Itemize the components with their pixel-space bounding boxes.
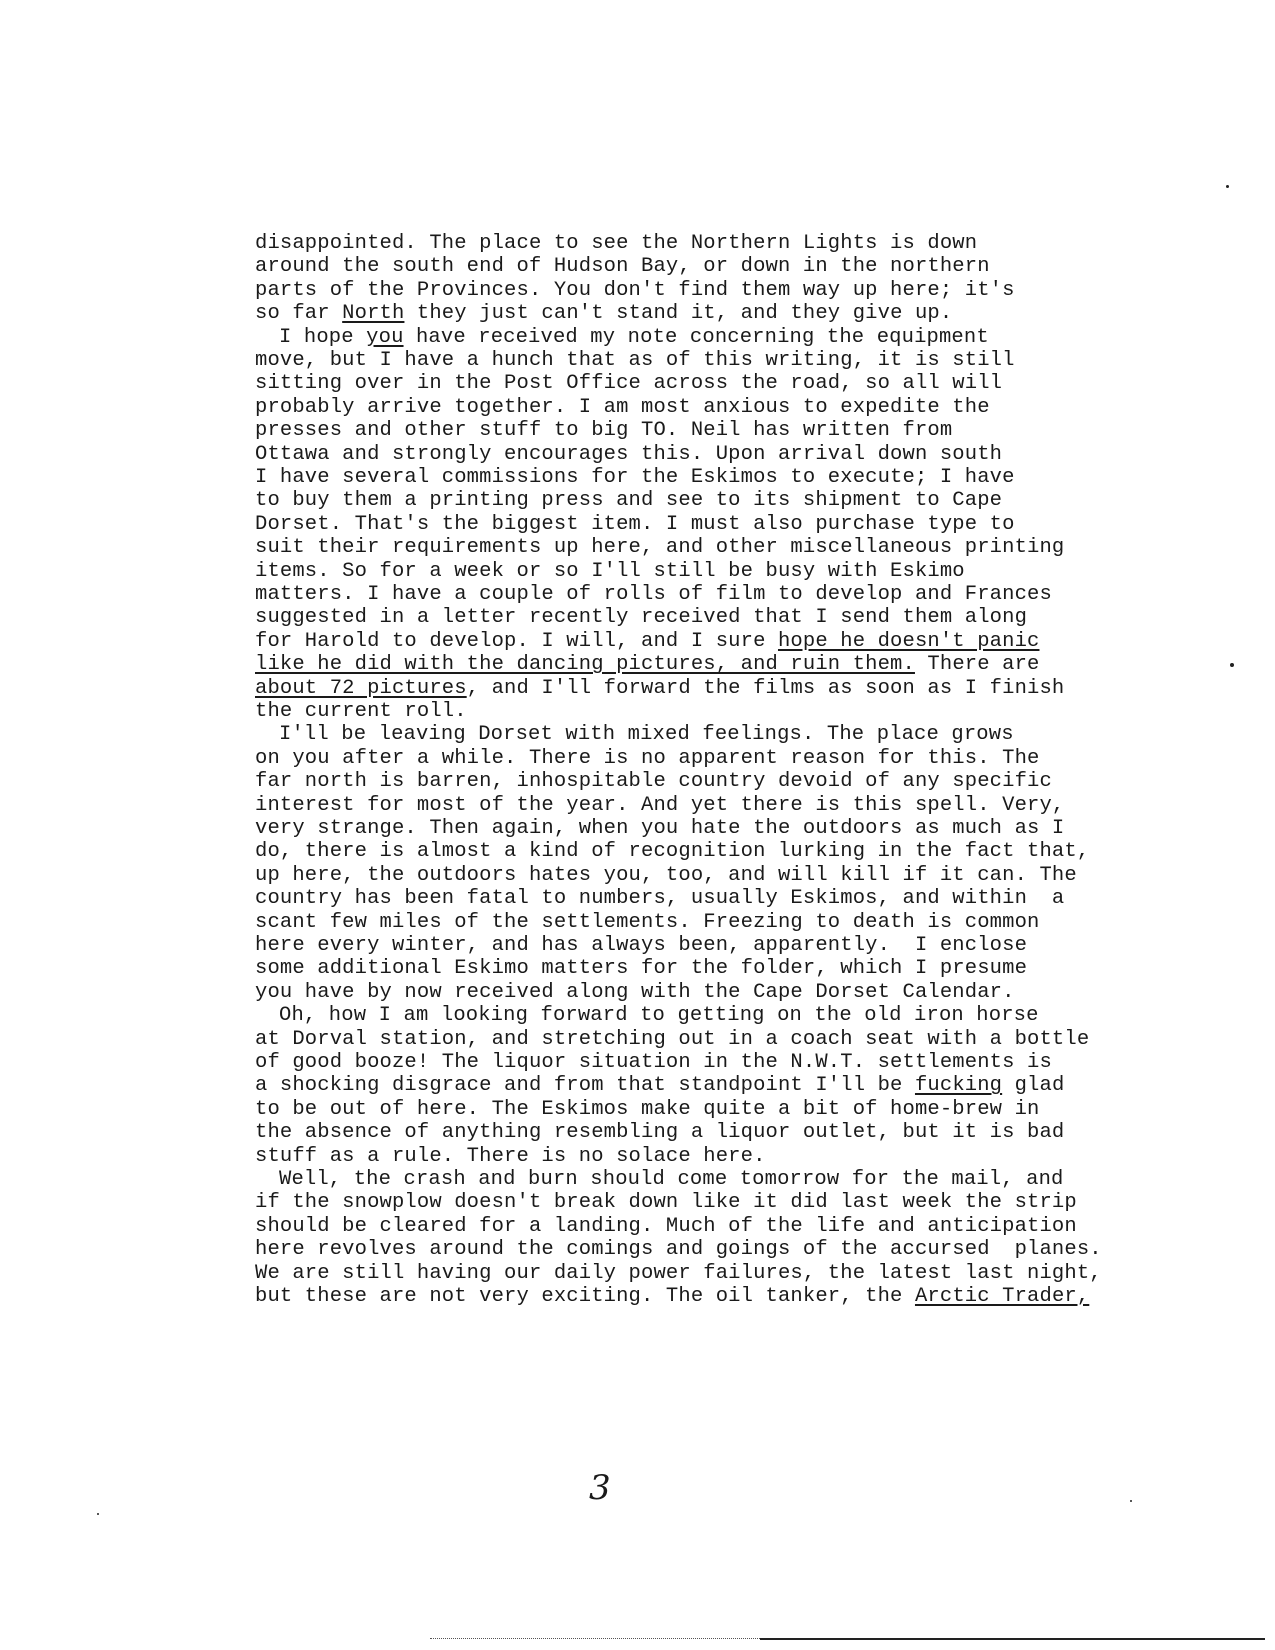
text-line [255,606,1027,630]
underlined-text: about 72 pictures [255,676,467,700]
text-line [255,466,1015,490]
line-text: but these are not very exciting. The oil tanker, the [255,1285,915,1308]
text-line [279,723,1014,747]
underlined-text: North [342,302,405,326]
text-line [255,1215,1077,1239]
line-text: matters. I have a couple of rolls of film to develop and Frances [255,583,1052,606]
text-line [255,981,1015,1005]
line-text: I hope [279,325,367,349]
line-text: scant few miles of the settlements. Freezing to death is common [255,910,1040,934]
line-text: if the snowplow doesn't break down like it did last week the strip [255,1191,1077,1215]
text-line [255,794,1064,818]
line-text: probably arrive together. I am most anxious to expedite the [255,395,990,419]
line-text: to buy them a printing press and see to its shipment to Cape [255,489,1003,513]
line-text: sitting over in the Post Office across the road, so all will [255,372,1003,396]
text-line [255,1262,1102,1286]
line-text: have received my note concerning the equipment [403,325,989,349]
text-line [255,770,1052,794]
text-line [279,1168,1063,1192]
text-line [255,700,467,724]
text-line [255,1098,1039,1122]
line-text: the current roll. [255,700,467,723]
underlined-text: you [366,325,404,349]
line-text: move, but I have a hunch that as of this writing, it is still [255,349,1015,372]
text-line [255,1191,1077,1215]
text-line [255,1121,1064,1145]
scan-edge-line [760,1638,1265,1640]
text-line [255,840,1089,864]
text-line [255,419,952,443]
text-line [255,1238,1102,1262]
line-text: country has been fatal to numbers, usually Eskimos, and within a [255,887,1065,911]
text-line [255,911,1039,935]
line-text: on you after a while. There is no apparent reason for this. The [255,746,1040,770]
scan-edge-line [430,1638,760,1640]
text-line [255,489,1002,513]
scan-speck [1130,1500,1132,1502]
text-line [255,887,1064,911]
text-line [255,1145,766,1169]
text-line [255,255,990,279]
line-text: up here, the outdoors hates you, too, and will kill if it can. The [255,863,1077,887]
text-line [255,560,965,584]
line-text: glad [1002,1074,1065,1098]
line-text: I have several commissions for the Eskimos to execute; I have [255,466,1015,489]
line-text: I'll be leaving Dorset with mixed feelings. The place grows [279,723,1014,747]
underlined-text: Arctic Trader, [914,1285,1090,1308]
text-line [279,1004,1039,1028]
text-line [255,302,952,326]
text-line [255,232,977,256]
text-line [255,1285,1089,1309]
text-line [255,396,990,420]
text-line [255,349,1015,373]
scan-speck [97,1513,99,1515]
line-text: some additional Eskimo matters for the folder, which I presume [255,957,1028,981]
page-number: 3 [589,1468,611,1508]
line-text: Ottawa and strongly encourages this. Upon arrival down south [255,442,1003,466]
line-text: you have by now received along with the Cape Dorset Calendar. [255,980,1015,1004]
line-text: suit their requirements up here, and other miscellaneous printing [255,536,1065,560]
scan-speck [1230,663,1234,667]
line-text: for Harold to develop. I will, and I sure [255,629,778,653]
line-text: presses and other stuff to big TO. Neil has written from [255,419,953,443]
text-line [255,1028,1089,1052]
line-text: around the south end of Hudson Bay, or down in the northern [255,255,990,279]
underlined-text: like he did with the dancing pictures, and ruin them. [255,653,915,677]
line-text: to be out of here. The Eskimos make quite a bit of home-brew in [255,1097,1040,1121]
line-text: do, there is almost a kind of recognition lurking in the fact that, [255,840,1090,864]
line-text: Oh, how I am looking forward to getting on the old iron horse [279,1004,1039,1028]
line-text: so far [255,302,343,326]
text-line [255,1051,1052,1075]
line-text: of good booze! The liquor situation in the N.W.T. settlements is [255,1051,1052,1074]
line-text: Dorset. That's the biggest item. I must also purchase type to [255,512,1015,536]
text-line [255,279,1015,303]
text-line [255,443,1002,467]
line-text: suggested in a letter recently received that I send them along [255,606,1028,630]
text-line [255,864,1077,888]
text-line [279,326,989,350]
text-line [255,630,1039,654]
text-line [255,957,1027,981]
text-line [255,677,1064,701]
text-line [255,1074,1064,1098]
line-text: a shocking disgrace and from that standpoint I'll be [255,1074,915,1098]
line-text: the absence of anything resembling a liquor outlet, but it is bad [255,1121,1065,1145]
line-text: very strange. Then again, when you hate the outdoors as much as I [255,817,1065,840]
line-text: at Dorval station, and stretching out in a coach seat with a bottle [255,1027,1090,1051]
line-text: stuff as a rule. There is no solace here. [255,1144,766,1168]
text-line [255,583,1052,607]
line-text: There are [914,653,1040,677]
text-line [255,934,1027,958]
line-text: items. So for a week or so I'll still be busy with Eskimo [255,559,965,583]
line-text: far north is barren, inhospitable country devoid of any specific [255,770,1052,794]
line-text: Well, the crash and burn should come tomorrow for the mail, and [279,1168,1064,1191]
line-text: here every winter, and has always been, apparently. I enclose [255,934,1028,957]
text-line [255,817,1064,841]
line-text: We are still having our daily power failures, the latest last night, [255,1261,1102,1285]
line-text: should be cleared for a landing. Much of the life and anticipation [255,1214,1077,1238]
text-line [255,653,1040,677]
line-text: parts of the Provinces. You don't find them way up here; it's [255,278,1015,302]
line-text: disappointed. The place to see the Northern Lights is down [255,232,978,255]
scan-speck [1226,185,1229,188]
underlined-text: hope he doesn't panic [777,629,1040,653]
underlined-text: fucking [914,1074,1003,1098]
line-text: here revolves around the comings and goings of the accursed planes. [255,1238,1102,1262]
text-line [255,536,1064,560]
line-text: , and I'll forward the films as soon as I finish [466,676,1065,700]
text-line [255,372,1002,396]
line-text: they just can't stand it, and they give up. [404,302,953,326]
line-text: interest for most of the year. And yet there is this spell. Very, [255,793,1065,817]
text-line [255,513,1015,537]
text-line [255,747,1039,771]
